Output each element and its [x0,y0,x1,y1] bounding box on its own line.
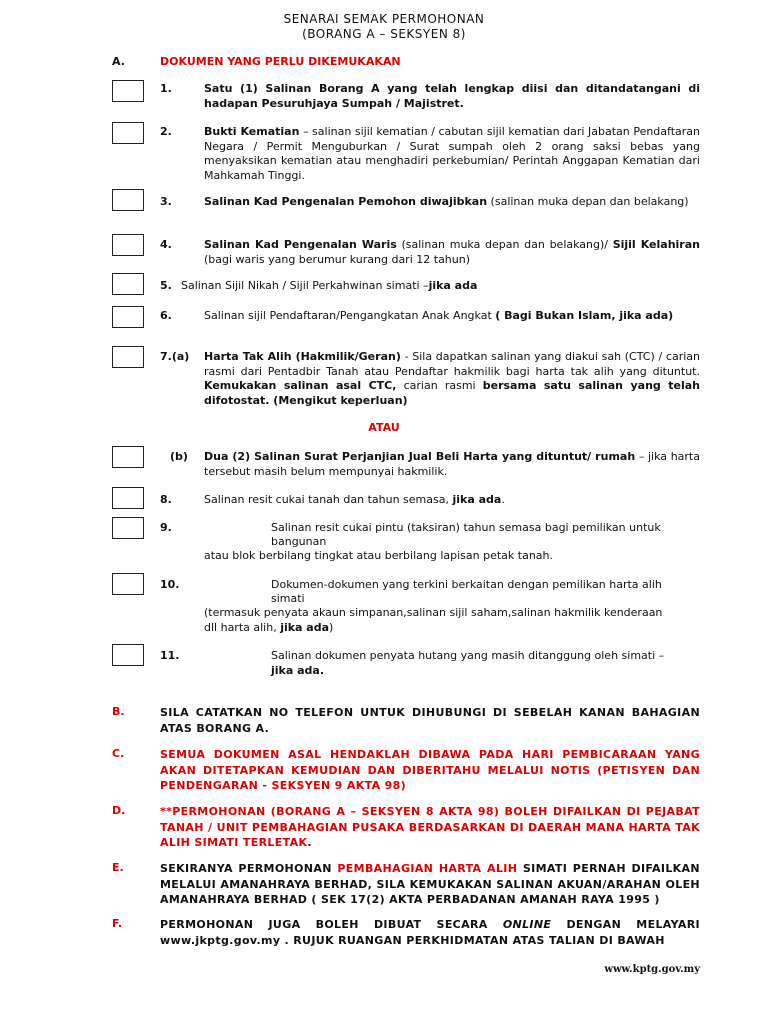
item-10-line4 [204,621,333,636]
item-4-number: 4. [160,238,172,251]
section-a-heading: DOKUMEN YANG PERLU DIKEMUKAKAN [160,55,401,68]
checkbox-item-11[interactable] [112,644,144,666]
item-5-plain: Salinan Sijil Nikah / Sijil Perkahwinan simati – [181,279,429,292]
item-9-line2: bangunan [271,535,327,548]
item-6-number: 6. [160,309,172,322]
item-10-line4-plain: dll harta alih, [204,621,281,634]
item-10-line2: simati [271,592,305,605]
section-c-letter: C. [112,747,125,760]
item-5-bold: jika ada [428,279,478,292]
item-7a-mid: carian rasmi [396,379,483,392]
item-9-line1: Salinan resit cukai pintu (taksiran) tahun semasa bagi pemilikan untuk [271,521,661,534]
item-8-bold: jika ada [452,493,502,506]
section-f-italic: ONLINE [502,918,552,931]
item-7a-bold3: bersama satu salinan yang telah difotostat. (Mengikut keperluan) [204,379,700,407]
checkbox-item-3[interactable] [112,189,144,211]
checkbox-item-7a[interactable] [112,346,144,368]
item-4-rest: (bagi waris yang berumur kurang dari 12 tahun) [204,252,471,266]
checkbox-item-4[interactable] [112,234,144,256]
section-d-letter: D. [112,804,126,817]
item-11-line1: Salinan dokumen penyata hutang yang masih ditanggung oleh simati – [271,649,665,662]
section-b-text: SILA CATATKAN NO TELEFON UNTUK DIHUBUNGI DI SEBELAH KANAN BAHAGIAN ATAS BORANG A. [160,706,700,735]
section-e-red: PEMBAHAGIAN HARTA ALIH [337,862,518,875]
checkbox-item-5[interactable] [112,273,144,295]
item-7b-rest: – jika harta tersebut masih belum mempunyai hakmilik. [204,450,700,478]
item-5-text [181,279,701,294]
item-11-number: 11. [160,649,180,662]
item-10-line3: (termasuk penyata akaun simpanan,salinan sijil saham,salinan hakmilik kenderaan [204,606,663,619]
footer-website: www.kptg.gov.my [604,964,700,975]
checkbox-item-8[interactable] [112,487,144,509]
item-4-mid: (salinan muka depan dan belakang)/ [396,238,613,251]
item-10-line4-end: ) [329,621,334,634]
page-title: SENARAI SEMAK PERMOHONAN [283,12,485,26]
checkbox-item-7b[interactable] [112,446,144,468]
section-d-red-text: **PERMOHONAN (BORANG A – SEKSYEN 8 AKTA 98) BOLEH DIFAILKAN DI PEJABAT TANAH / UNIT PEMBAHAGIAN PUSAKA BERDASARKAN DI DAERAH MANA HARTA TAK ALIH SIMATI TERLETAK [160,805,700,849]
item-10-line1: Dokumen-dokumen yang terkini berkaitan dengan pemilikan harta alih [271,578,662,591]
item-11-line2: jika ada. [271,664,325,677]
item-7a-bold2: Kemukakan salinan asal CTC, [204,379,397,392]
item-7a-rest: - Sila dapatkan salinan yang diakui sah (CTC) / carian rasmi dari Pentadbir Tanah atau Pendaftar hakmilik bagi harta tak alih yang dituntut. [204,350,700,378]
section-e-part1: SEKIRANYA PERMOHONAN [160,862,338,875]
item-3-bold: Salinan Kad Pengenalan Pemohon diwajibkan [204,195,488,208]
checkbox-item-9[interactable] [112,517,144,539]
item-4-bold: Salinan Kad Pengenalan Waris [204,238,397,251]
item-10-line4-bold: jika ada [280,621,330,634]
checkbox-item-6[interactable] [112,306,144,328]
item-9-number: 9. [160,521,172,534]
section-c-text: SEMUA DOKUMEN ASAL HENDAKLAH DIBAWA PADA HARI PEMBICARAAN YANG AKAN DITETAPKAN KEMUDIAN DAN DIBERITAHU MELALUI NOTIS (PETISYEN DAN PENDENGARAN - SEKSYEN 9 AKTA 98) [160,748,700,792]
section-f-part2: DENGAN MELAYARI www.jkptg.gov.my . RUJUK RUANGAN PERKHIDMATAN ATAS TALIAN DI BAWAH [160,918,701,947]
section-e-text [160,861,700,908]
item-7b-number: (b) [170,450,188,463]
section-f-text [160,917,700,948]
item-10-number: 10. [160,578,180,591]
section-e-letter: E. [112,861,124,874]
item-7b-bold: Dua (2) Salinan Surat Perjanjian Jual Beli Harta yang dituntut/ rumah [204,450,636,463]
section-f-part1: PERMOHONAN JUGA BOLEH DIBUAT SECARA [160,918,503,931]
item-8-number: 8. [160,493,172,506]
item-2-text [204,125,700,183]
item-7a-text [204,350,700,408]
item-3-number: 3. [160,195,172,208]
item-7b-text [204,450,700,479]
item-3-rest: (salinan muka depan dan belakang) [487,195,689,208]
section-d-text [160,804,700,851]
item-2-rest: – salinan sijil kematian / cabutan sijil kematian dari Jabatan Pendaftaran Negara / Permit Menguburkan / Surat sumpah oleh 2 orang saksi bebas yang menyaksikan kematian atau menghadiri perkebumian/ Perintah Anggapan Kematian dari Mahkamah Tinggi. [204,125,700,182]
item-8-end: . [501,493,505,506]
item-6-bold: ( Bagi Bukan Islam, jika ada) [495,309,674,322]
section-b-letter: B. [112,705,125,718]
section-d-end: . [307,836,312,849]
item-9-line3: atau blok berbilang tingkat atau berbilang lapisan petak tanah. [204,549,554,562]
checkbox-item-10[interactable] [112,573,144,595]
checkbox-item-2[interactable] [112,122,144,144]
item-2-bold: Bukti Kematian [204,125,300,138]
section-f-letter: F. [112,917,123,930]
item-1-number: 1. [160,82,172,95]
item-1-text: Satu (1) Salinan Borang A yang telah lengkap diisi dan ditandatangani di hadapan Pesuruhjaya Sumpah / Majistret. [204,82,700,110]
item-8-text [204,493,700,508]
item-6-text [204,309,704,324]
page-subtitle: (BORANG A – SEKSYEN 8) [302,27,466,41]
item-8-plain: Salinan resit cukai tanah dan tahun semasa, [204,493,453,506]
item-6-plain: Salinan sijil Pendaftaran/Pengangkatan Anak Angkat [204,309,496,322]
checkbox-item-1[interactable] [112,80,144,102]
item-5-number: 5. [160,279,172,292]
item-4-text [204,238,700,267]
atau-separator: ATAU [368,421,400,434]
item-2-number: 2. [160,125,172,138]
item-4-bold2: Sijil Kelahiran [612,238,700,251]
section-a-letter: A. [112,55,125,68]
item-7a-number: 7.(a) [160,350,190,363]
item-7a-bold: Harta Tak Alih (Hakmilik/Geran) [204,350,401,363]
item-3-text [204,195,700,210]
section-e-part2: SIMATI PERNAH DIFAILKAN MELALUI AMANAHRAYA BERHAD, SILA KEMUKAKAN SALINAN AKUAN/ARAHAN OLEH AMANAHRAYA BERHAD ( SEK 17(2) AKTA PERBADANAN AMANAH RAYA 1995 ) [160,862,700,906]
